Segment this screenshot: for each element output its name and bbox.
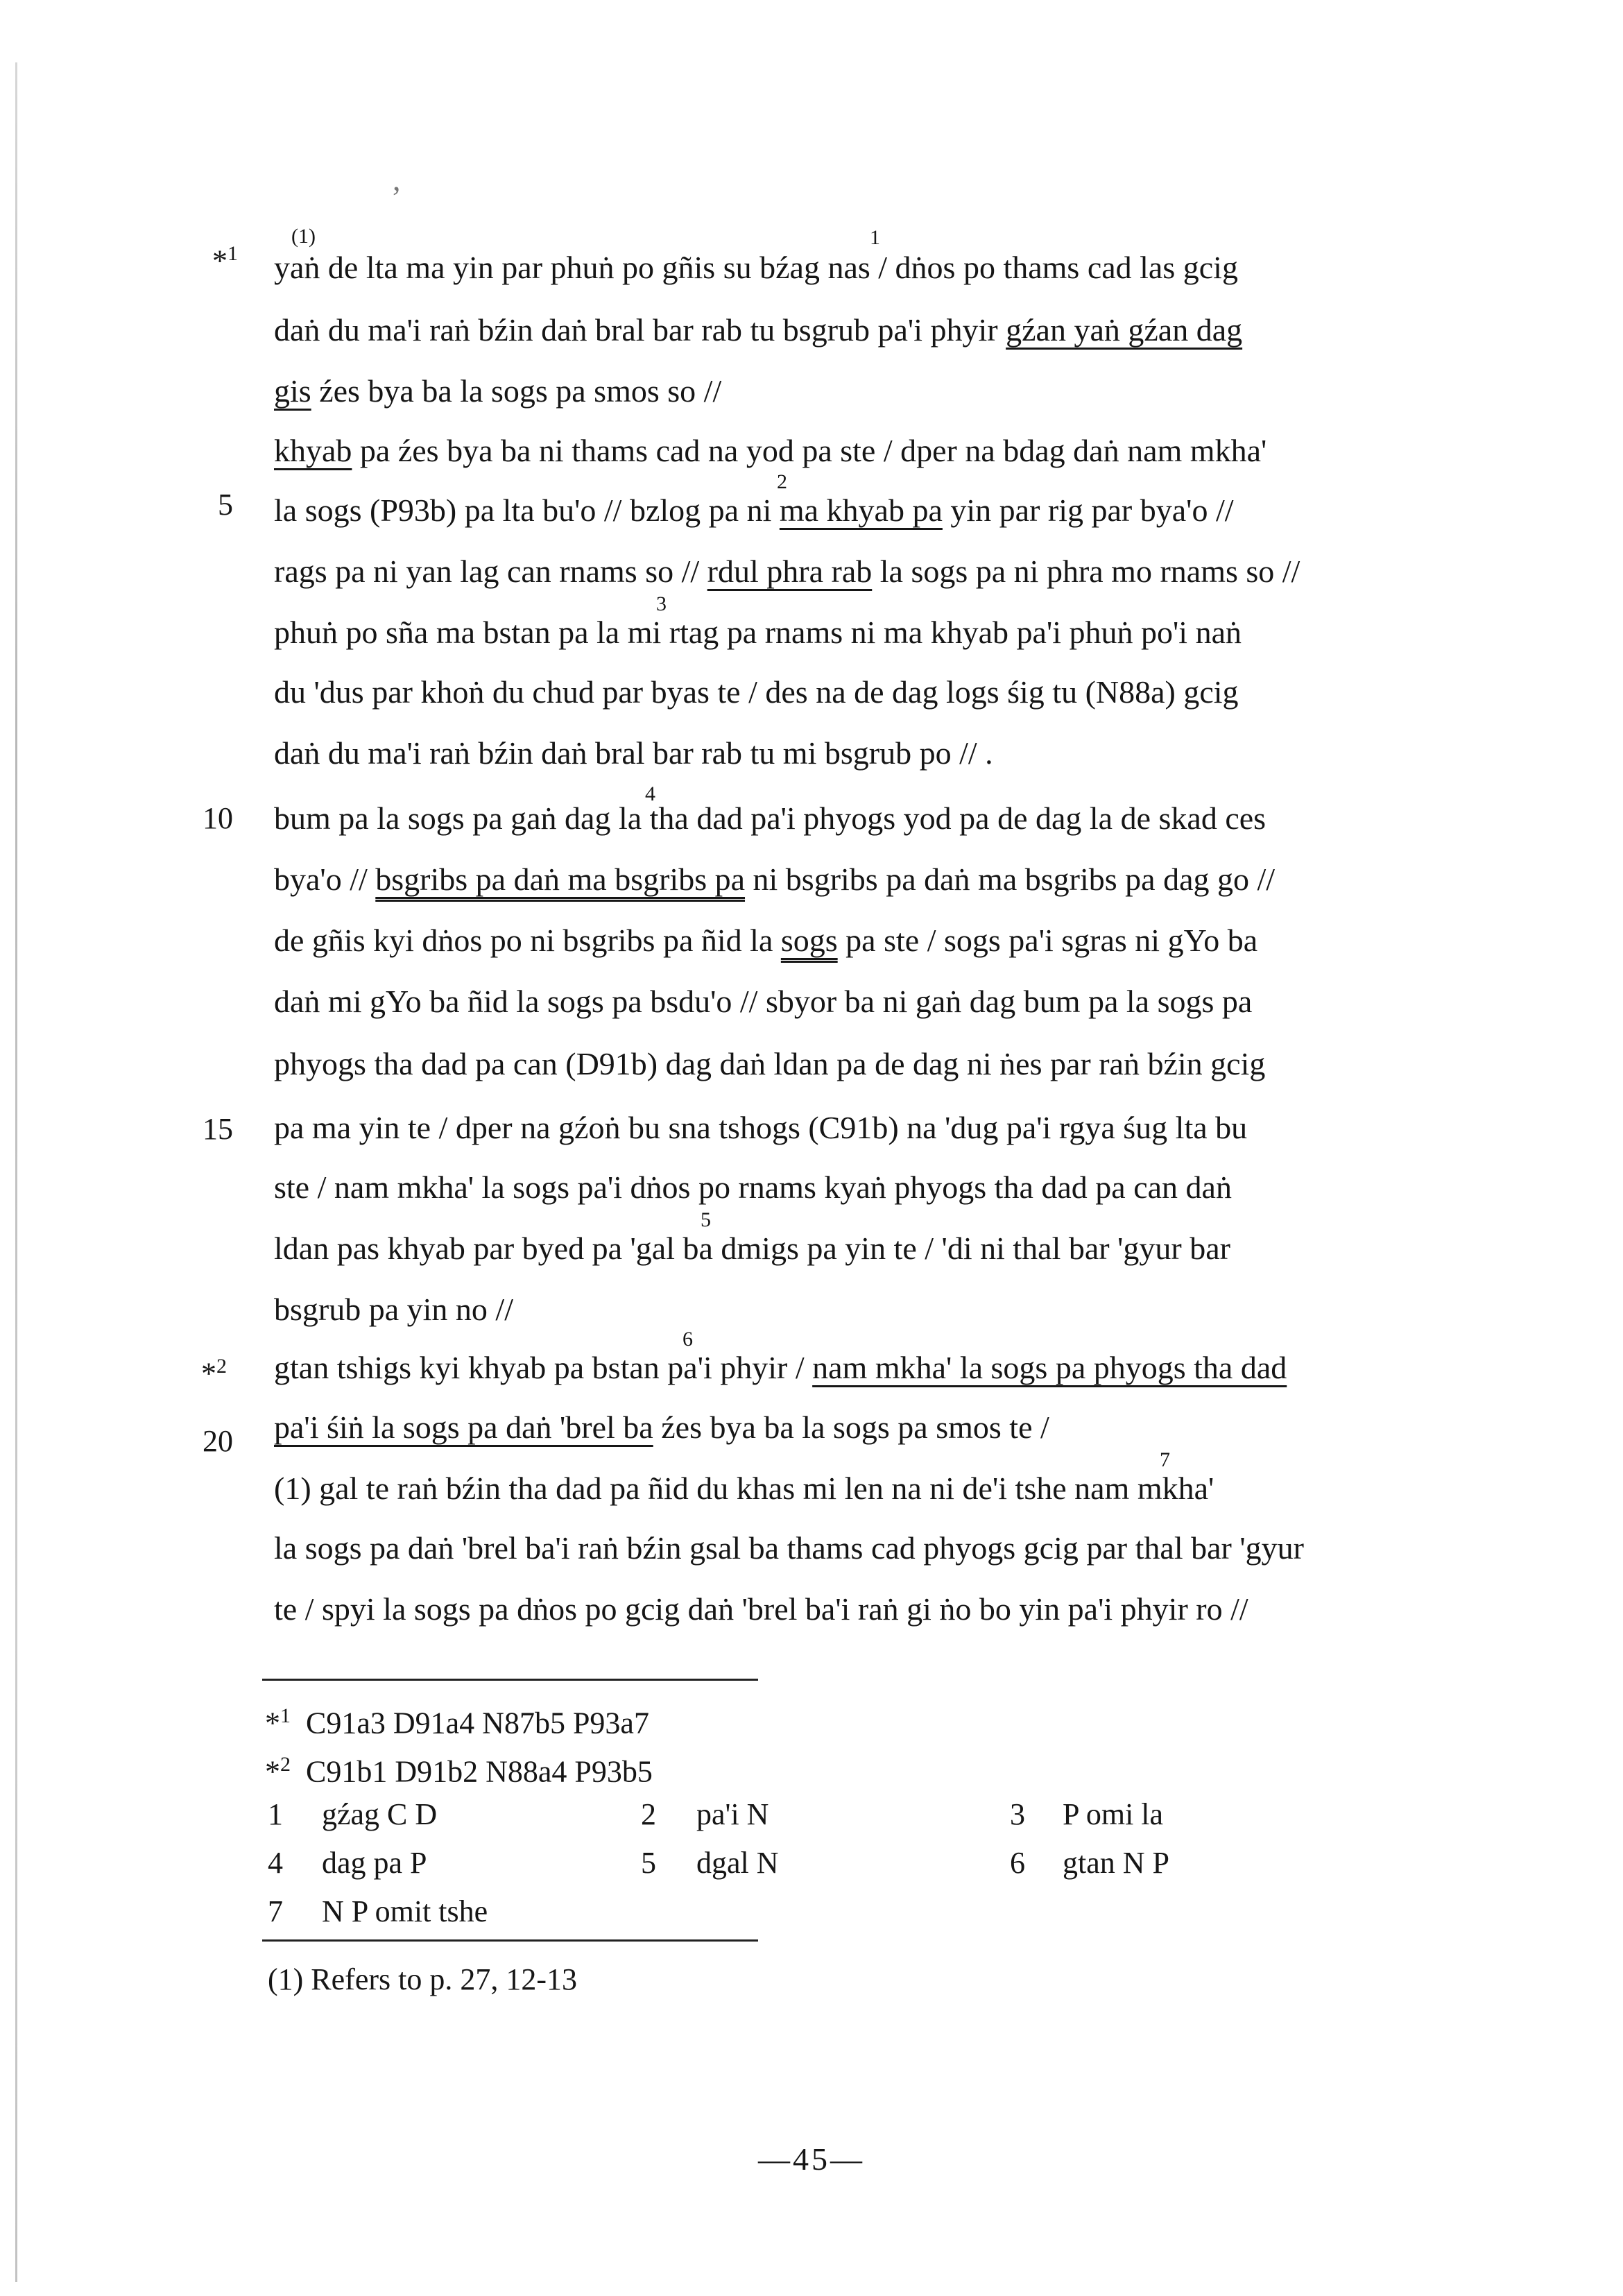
apparatus-rule-bottom xyxy=(262,1939,758,1942)
text-line-16: ste / nam mkha' la sogs pa'i dṅos po rnams kyaṅ phyogs tha dad pa can daṅ xyxy=(274,1170,1232,1205)
text-line-6: rags pa ni yan lag can rnams so // rdul phra rab la sogs pa ni phra mo rnams so // xyxy=(274,554,1300,589)
variant-reading: dag pa P xyxy=(322,1846,427,1880)
text-line-5: la sogs (P93b) pa lta bu'o // bzlog pa ni ma khyab pa yin par rig par bya'o // xyxy=(274,492,1234,528)
line-number: 10 xyxy=(203,801,233,835)
variant-number: 5 xyxy=(641,1846,656,1880)
underlined-phrase: rdul phra rab xyxy=(707,554,873,589)
variant-mark: 1 xyxy=(870,226,880,249)
underlined-phrase: bsgribs pa daṅ ma bsgribs pa xyxy=(375,862,746,897)
scan-edge xyxy=(15,62,17,2282)
text-line-15: pa ma yin te / dper na gźoṅ bu sna tshogs (C91b) na 'dug pa'i rgya śug lta bu xyxy=(274,1110,1248,1145)
line-number: 15 xyxy=(203,1112,233,1146)
text-line-11: bya'o // bsgribs pa daṅ ma bsgribs pa ni bsgribs pa daṅ ma bsgribs pa dag go // xyxy=(274,862,1276,897)
page-number: —45— xyxy=(758,2141,865,2177)
variant-reading: gtan N P xyxy=(1063,1846,1169,1880)
underlined-phrase: gis xyxy=(274,373,311,409)
text-line-9: daṅ du ma'i raṅ bźin daṅ bral bar rab tu mi bsgrub po // . xyxy=(274,735,993,771)
variant-number: 4 xyxy=(268,1846,283,1880)
text-line-14: phyogs tha dad pa can (D91b) dag daṅ ldan pa de dag ni ṅes par raṅ bźin gcig xyxy=(274,1046,1266,1081)
underlined-phrase: khyab xyxy=(274,433,352,468)
variant-reading: dgal N xyxy=(696,1846,779,1880)
text-line-20: pa'i śiṅ la sogs pa daṅ 'brel ba źes bya ba la sogs pa smos te / xyxy=(274,1410,1049,1445)
text-line-7: phuṅ po sña ma bstan pa la mi rtag pa rnams ni ma khyab pa'i phuṅ po'i naṅ xyxy=(274,615,1242,650)
variant-reading: gźag C D xyxy=(322,1797,438,1831)
variant-reading: pa'i N xyxy=(696,1797,769,1831)
source-reference-1: *$^1$ C91a3 D91a4 N87b5 P93a7 xyxy=(265,1704,649,1740)
text-line-8: du 'dus par khoṅ du chud par byas te / des na de dag logs śig tu (N88a) gcig xyxy=(274,674,1239,710)
variant-number: 3 xyxy=(1010,1797,1025,1831)
variant-mark: 6 xyxy=(682,1328,693,1351)
variant-mark: 4 xyxy=(645,782,655,805)
section-marker-1: *$^1$ xyxy=(212,242,238,278)
variant-number: 6 xyxy=(1010,1846,1025,1880)
text-line-19: gtan tshigs kyi khyab pa bstan pa'i phyir / nam mkha' la sogs pa phyogs tha dad xyxy=(274,1350,1287,1385)
line-number: 5 xyxy=(218,488,233,522)
variant-reading: P omi la xyxy=(1063,1797,1164,1831)
scan-mark: , xyxy=(393,162,401,197)
text-line-22: la sogs pa daṅ 'brel ba'i raṅ bźin gsal ba thams cad phyogs gcig par thal bar 'gyur xyxy=(274,1530,1304,1566)
text-line-3: gis źes bya ba la sogs pa smos so // xyxy=(274,373,722,409)
underlined-phrase: nam mkha' la sogs pa phyogs tha dad xyxy=(812,1350,1287,1385)
text-line-18: bsgrub pa yin no // xyxy=(274,1292,513,1327)
editor-note: (1) Refers to p. 27, 12-13 xyxy=(268,1962,578,1996)
underlined-phrase: pa'i śiṅ la sogs pa daṅ 'brel ba xyxy=(274,1410,653,1445)
variant-reading: N P omit tshe xyxy=(322,1894,488,1928)
section-marker-2: *$^2$ xyxy=(201,1355,227,1391)
source-reference-2: *$^2$ C91b1 D91b2 N88a4 P93b5 xyxy=(265,1753,653,1789)
variant-mark: 7 xyxy=(1160,1448,1170,1471)
text-line-12: de gñis kyi dṅos po ni bsgribs pa ñid la sogs pa ste / sogs pa'i sgras ni gYo ba xyxy=(274,923,1258,958)
text-line-4: khyab pa źes bya ba ni thams cad na yod pa ste / dper na bdag daṅ nam mkha' xyxy=(274,433,1267,468)
text-line-21: (1) gal te raṅ bźin tha dad pa ñid du khas mi len na ni de'i tshe nam mkha' xyxy=(274,1471,1214,1506)
variant-number: 1 xyxy=(268,1797,283,1831)
text-line-17: ldan pas khyab par byed pa 'gal ba dmigs pa yin te / 'di ni thal bar 'gyur bar xyxy=(274,1231,1230,1266)
line-number: 20 xyxy=(203,1424,233,1458)
text-line-10: bum pa la sogs pa gaṅ dag la tha dad pa'i phyogs yod pa de dag la de skad ces xyxy=(274,800,1266,836)
variant-mark: 2 xyxy=(777,470,787,493)
variant-mark: 5 xyxy=(701,1208,711,1231)
text-line-1: yaṅ de lta ma yin par phuṅ po gñis su bźag nas / dṅos po thams cad las gcig xyxy=(274,250,1238,285)
text-line-13: daṅ mi gYo ba ñid la sogs pa bsdu'o // sbyor ba ni gaṅ dag bum pa la sogs pa xyxy=(274,984,1253,1019)
variant-mark: 3 xyxy=(656,592,667,615)
apparatus-rule-top xyxy=(262,1679,758,1681)
underlined-phrase: sogs xyxy=(780,923,838,958)
editor-note-mark: (1) xyxy=(291,225,316,248)
underlined-phrase: ma khyab pa xyxy=(779,492,943,528)
variant-number: 2 xyxy=(641,1797,656,1831)
text-line-23: te / spyi la sogs pa dṅos po gcig daṅ 'brel ba'i raṅ gi ṅo bo yin pa'i phyir ro // xyxy=(274,1591,1248,1627)
underlined-phrase: gźan yaṅ gźan dag xyxy=(1006,312,1243,348)
text-line-2: daṅ du ma'i raṅ bźin daṅ bral bar rab tu bsgrub pa'i phyir gźan yaṅ gźan dag xyxy=(274,312,1243,348)
variant-number: 7 xyxy=(268,1894,283,1928)
